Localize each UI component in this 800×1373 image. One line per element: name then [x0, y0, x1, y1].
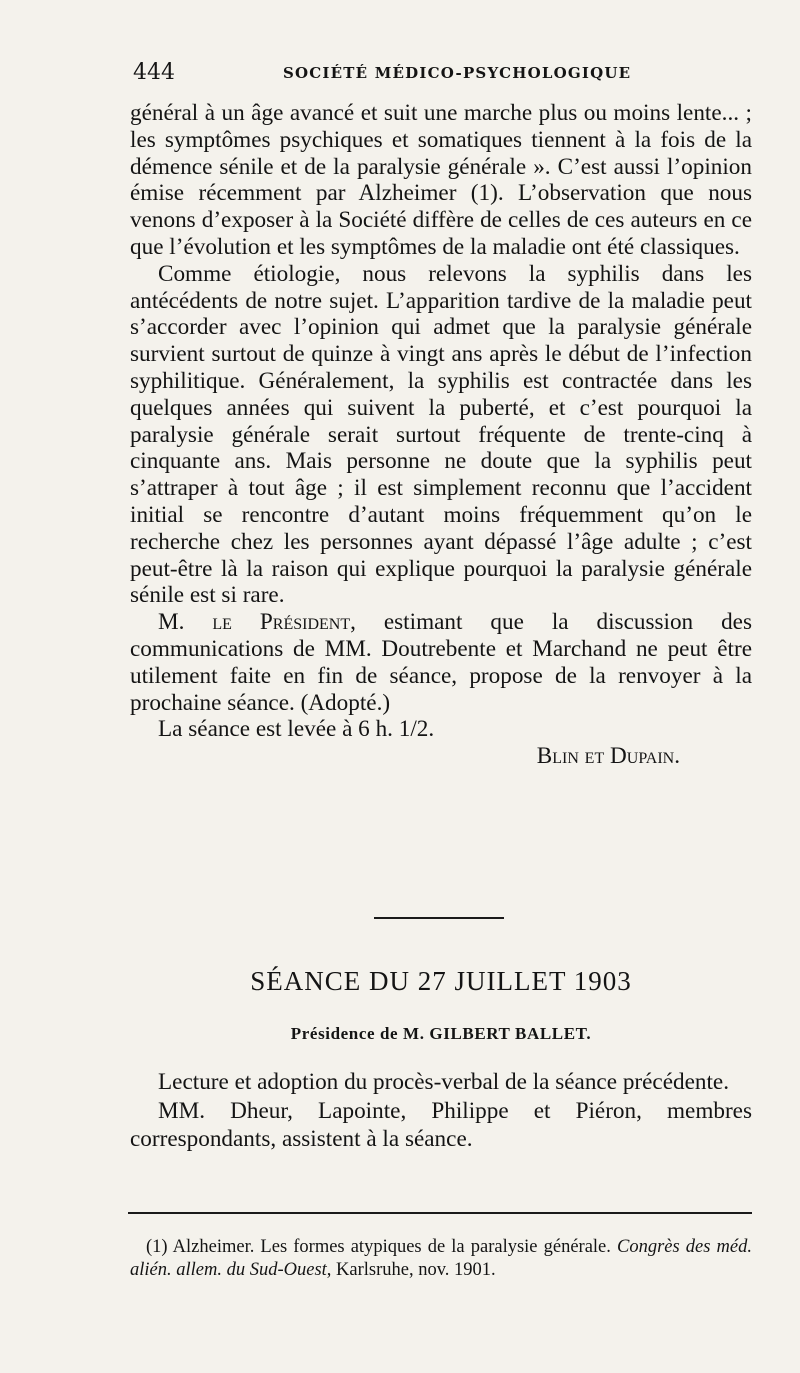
paragraph-3 [130, 609, 752, 716]
footnote-divider [128, 1212, 752, 1214]
footnote-source: Congrès des méd. alién. allem. du Sud-Ouest [130, 1237, 753, 1280]
session-paragraph-2: MM. Dheur, Lapointe, Philippe et Piéron, membres correspondants, assistent à la séance. [130, 1097, 752, 1152]
running-head: SOCIÉTÉ MÉDICO-PSYCHOLOGIQUE [283, 64, 632, 82]
footnote [130, 1236, 752, 1282]
session-title: SÉANCE DU 27 JUILLET 1903 [250, 966, 632, 996]
footnote-source-rest: , Karlsruhe, nov. 1901. [326, 1260, 496, 1280]
paragraph-2: Comme étiologie, nous relevons la syphilis dans les antécédents de notre sujet. L’apparition tardive de la maladie peut s’accorder avec l’opinion qui admet que la paralysie générale survient surtout de quinze à vingt ans après le début de l’infection syphilitique. Généralement, la syphilis est contractée dans les quelques années qui suivent la puberté, et c’est pourquoi la paralysie générale serait surtout fréquente de trente-cinq à cinquante ans. Mais personne ne doute que la syphilis peut s’attraper à tout âge ; il est simplement reconnu que l’accident initial se rencontre d’autant moins fréquemment qu’on le recherche chez les personnes ayant dépassé l’âge adulte ; c’est peut-être là la raison qui explique pourquoi la paralysie générale sénile est si rare. [130, 260, 752, 609]
session-text [130, 1068, 752, 1154]
presidency-line: Présidence de M. GILBERT BALLET. [290, 1024, 592, 1043]
footnote-text: (1) Alzheimer. Les formes atypiques de la paralysie générale. [146, 1237, 611, 1257]
page-number: 444 [133, 60, 175, 85]
speaker-name: M. le Président [158, 609, 351, 636]
paragraph-1: général à un âge avancé et suit une marche plus ou moins lente... ; les symptômes psychiques et somatiques tiennent à la fois de la démence sénile et de la paralysie générale ». C’est aussi l’opinion émise récemment par Alzheimer (1). L’observation que nous venons d’exposer à la Société diffère de celles de ces auteurs en ce que l’évolution et les symptômes de la maladie ont été classiques. [130, 100, 752, 260]
footnote-line [130, 1236, 752, 1282]
session-paragraph-1: Lecture et adoption du procès-verbal de la séance précédente. [158, 1069, 730, 1095]
page-header [133, 60, 753, 90]
signature: Blin et Dupain. [536, 743, 680, 770]
paragraph-4: La séance est levée à 6 h. 1/2. [158, 716, 435, 743]
section-divider [374, 917, 504, 919]
paragraph-3-text: , estimant que la discussion des communications de MM. Doutrebente et Marchand ne peut être utilement faite en fin de séance, propose de la renvoyer à la prochaine séance. (Adopté.) [130, 609, 753, 716]
main-text [130, 100, 752, 770]
